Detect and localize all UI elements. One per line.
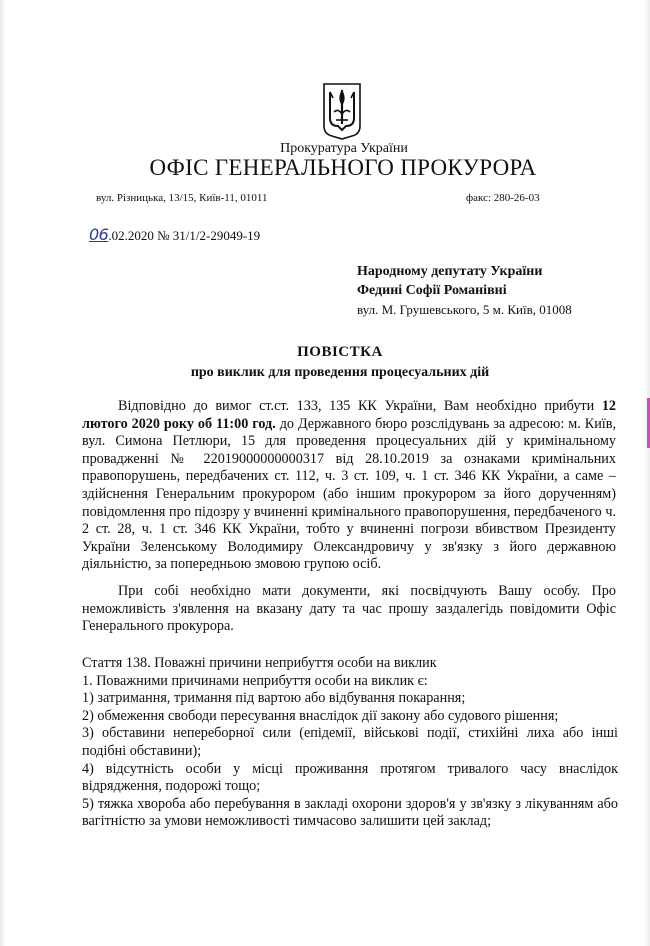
org-address: вул. Різницька, 13/15, Київ-11, 01011 [96,192,268,204]
recipient-block [357,262,572,319]
handwritten-day: 06 [89,225,109,244]
document-reference [89,225,260,244]
org-name-small: Прокуратура України [280,141,408,156]
article-138-excerpt [82,655,618,831]
trident-emblem-icon [322,82,362,140]
article-item-5: 5) тяжка хвороба або перебування в закладі охорони здоров'я у зв'язку з лікуванням або вагітністю за умови неможливості тимчасово залишити цей заклад; [82,795,618,830]
summons-paragraph-2 [82,583,616,636]
reference-number: .02.2020 № 31/1/2-29049-19 [108,228,261,243]
article-item-intro: 1. Поважними причинами неприбуття особи на виклик є: [82,672,428,689]
paragraph-2-text: При собі необхідно мати документи, які посвідчують Вашу особу. Про неможливість з'явлення на вказану дату та час прошу заздалегідь повідомити Офіс Генерального прокурора. [82,583,616,635]
summons-paragraph-1 [82,398,616,574]
recipient-address: вул. М. Грушевського, 5 м. Київ, 01008 [357,302,572,317]
document-title: ПОВІСТКА [297,344,383,360]
paragraph-1-end: до Державного бюро розслідувань за адресою: м. Київ, вул. Симона Петлюри, 15 для проведення процесуальних дій у кримінальному провадженні № 22019000000000317 від 28.10.2019 за ознаками кримінальних правопорушень, передбачених ст. 112, ч. 3 ст. 109, ч. 1 ст. 346 КК України, а саме – здійснення Генеральним прокурором (або іншим прокурором за його дорученням) повідомлення про підозру у вчиненні кримінального правопорушення, передбаченого ч. 2 ст. 28, ч. 1 ст. 346 КК України, тобто у вчиненні погрози вбивством Президенту України Зеленському Володимиру Олександровичу у зв'язку з його державною діяльністю, за попередньою змовою групою осіб. [82,415,616,573]
recipient-title: Народному депутату України [357,264,543,279]
document-subtitle: про виклик для проведення процесуальних дій [190,365,490,380]
org-fax: факс: 280-26-03 [466,192,540,204]
article-item-3: 3) обставини непереборної сили (епідемії, військові події, стихійні лиха або інші подібні обставини); [82,725,618,759]
recipient-name: Федині Софії Романівні [357,283,507,298]
org-name-large: ОФІС ГЕНЕРАЛЬНОГО ПРОКУРОРА [149,155,537,180]
appearance-date: 12 лютого 2020 року об 11:00 год. [82,398,616,432]
article-heading: Стаття 138. Поважні причини неприбуття особи на виклик [82,655,437,671]
paragraph-1-start: Відповідно до вимог ст.ст. 133, 135 КК України, Вам необхідно прибути [118,398,602,414]
article-item-2: 2) обмеження свободи пересування внаслідок дії закону або судового рішення; [82,707,559,724]
article-item-1: 1) затримання, тримання під вартою або відбування покарання; [82,690,466,707]
article-item-4: 4) відсутність особи у місці проживання протягом тривалого часу внаслідок відрядження, подорожі тощо; [82,760,618,795]
